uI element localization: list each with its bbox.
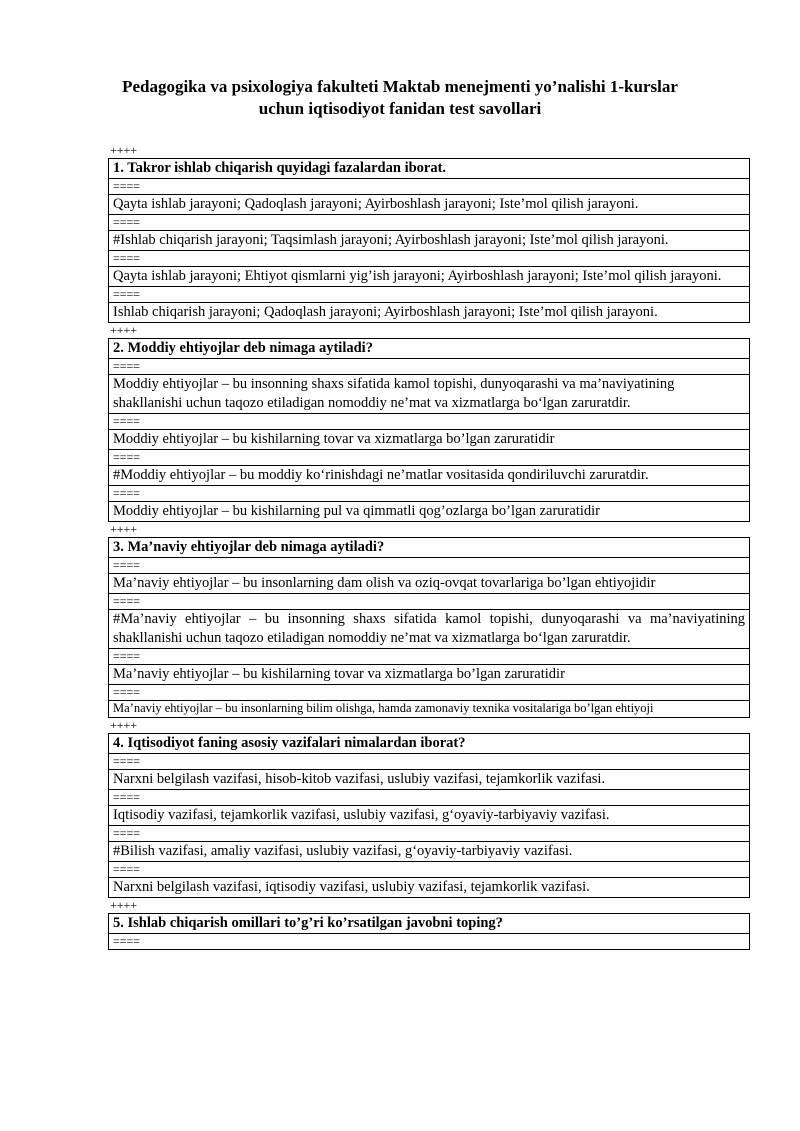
answer-option: Narxni belgilash vazifasi, iqtisodiy vazifasi, uslubiy vazifasi, tejamkorlik vazifasi. — [109, 877, 750, 897]
answer-separator: ==== — [109, 179, 750, 195]
question-marker: ++++ — [110, 717, 138, 732]
answer-separator: ==== — [109, 933, 750, 949]
question-text: 1. Takror ishlab chiqarish quyidagi fazalardan iborat. — [109, 159, 750, 179]
answer-option: Narxni belgilash vazifasi, hisob-kitob vazifasi, uslubiy vazifasi, tejamkorlik vazifasi. — [109, 769, 750, 789]
answer-separator: ==== — [109, 753, 750, 769]
question-marker: ++++ — [110, 522, 138, 536]
answer-option: Ma’naviy ehtiyojlar – bu insonlarning dam olish va oziq-ovqat tovarlariga bo’lgan ehtiyojidir — [109, 574, 750, 594]
answer-option: Iqtisodiy vazifasi, tejamkorlik vazifasi, uslubiy vazifasi, g‘oyaviy-tarbiyaviy vazifasi. — [109, 805, 750, 825]
answer-option: Ishlab chiqarish jarayoni; Qadoqlash jarayoni; Ayirboshlash jarayoni; Iste’mol qilish jarayoni. — [109, 303, 750, 323]
question-marker: ++++ — [110, 143, 138, 157]
answer-separator: ==== — [109, 825, 750, 841]
question-marker: ++++ — [110, 323, 138, 337]
question-block-4 — [108, 733, 750, 898]
question-block-5 — [108, 913, 750, 950]
answer-option-correct: #Ishlab chiqarish jarayoni; Taqsimlash jarayoni; Ayirboshlash jarayoni; Iste’mol qilish jarayoni. — [109, 231, 750, 251]
answer-separator: ==== — [109, 359, 750, 375]
answer-separator: ==== — [109, 414, 750, 430]
answer-option: Ma’naviy ehtiyojlar – bu kishilarning tovar va xizmatlarga bo’lgan zaruratidir — [109, 665, 750, 685]
answer-option: Moddiy ehtiyojlar – bu kishilarning tovar va xizmatlarga bo’lgan zaruratidir — [109, 430, 750, 450]
question-text: 3. Ma’naviy ehtiyojlar deb nimaga aytiladi? — [109, 538, 750, 558]
answer-separator: ==== — [109, 251, 750, 267]
question-marker: ++++ — [110, 897, 138, 912]
question-block-2 — [108, 338, 750, 522]
answer-option: Qayta ishlab jarayoni; Qadoqlash jarayoni; Ayirboshlash jarayoni; Iste’mol qilish jarayoni. — [109, 195, 750, 215]
answer-separator: ==== — [109, 287, 750, 303]
answer-separator: ==== — [109, 486, 750, 502]
question-block-1 — [108, 158, 750, 323]
answer-separator: ==== — [109, 215, 750, 231]
test-questions — [108, 143, 750, 950]
answer-separator: ==== — [109, 685, 750, 701]
question-block-3 — [108, 537, 750, 718]
answer-option: Ma’naviy ehtiyojlar – bu insonlarning bilim olishga, hamda zamonaviy texnika vositalariga bo’lgan ehtiyoji — [109, 701, 750, 718]
title-line-1: Pedagogika va psixologiya fakulteti Maktab menejmenti yo’nalishi 1-kurslar — [122, 77, 678, 96]
document-title — [60, 76, 740, 120]
answer-separator: ==== — [109, 594, 750, 610]
answer-separator: ==== — [109, 861, 750, 877]
answer-separator: ==== — [109, 789, 750, 805]
answer-option: Moddiy ehtiyojlar – bu insonning shaxs sifatida kamol topishi, dunyoqarashi va ma’naviyatining shakllanishi uchun taqozo etiladigan nomoddiy ne’mat va xizmatlarga bo‘lgan zaruratdir. — [109, 375, 750, 414]
question-text: 5. Ishlab chiqarish omillari to’g’ri ko’rsatilgan javobni toping? — [109, 913, 750, 933]
answer-option-correct: #Moddiy ehtiyojlar – bu moddiy ko‘rinishdagi ne’matlar vositasida qondiriluvchi zaruratdir. — [109, 466, 750, 486]
question-text: 4. Iqtisodiyot faning asosiy vazifalari nimalardan iborat? — [109, 733, 750, 753]
answer-option: Moddiy ehtiyojlar – bu kishilarning pul va qimmatli qog’ozlarga bo’lgan zaruratidir — [109, 502, 750, 522]
title-line-2: uchun iqtisodiyot fanidan test savollari — [258, 99, 542, 118]
answer-separator: ==== — [109, 450, 750, 466]
answer-option-correct: #Bilish vazifasi, amaliy vazifasi, uslubiy vazifasi, g‘oyaviy-tarbiyaviy vazifasi. — [109, 841, 750, 861]
question-text: 2. Moddiy ehtiyojlar deb nimaga aytiladi? — [109, 339, 750, 359]
answer-separator: ==== — [109, 649, 750, 665]
answer-option-correct: #Ma’naviy ehtiyojlar – bu insonning shaxs sifatida kamol topishi, dunyoqarashi va ma’naviyatining shakllanishi uchun taqozo etiladigan nomoddiy ne’mat va xizmatlarga bo‘lgan zaruratdir. — [109, 610, 750, 649]
answer-option: Qayta ishlab jarayoni; Ehtiyot qismlarni yig’ish jarayoni; Ayirboshlash jarayoni; Iste’mol qilish jarayoni. — [109, 267, 750, 287]
answer-separator: ==== — [109, 558, 750, 574]
